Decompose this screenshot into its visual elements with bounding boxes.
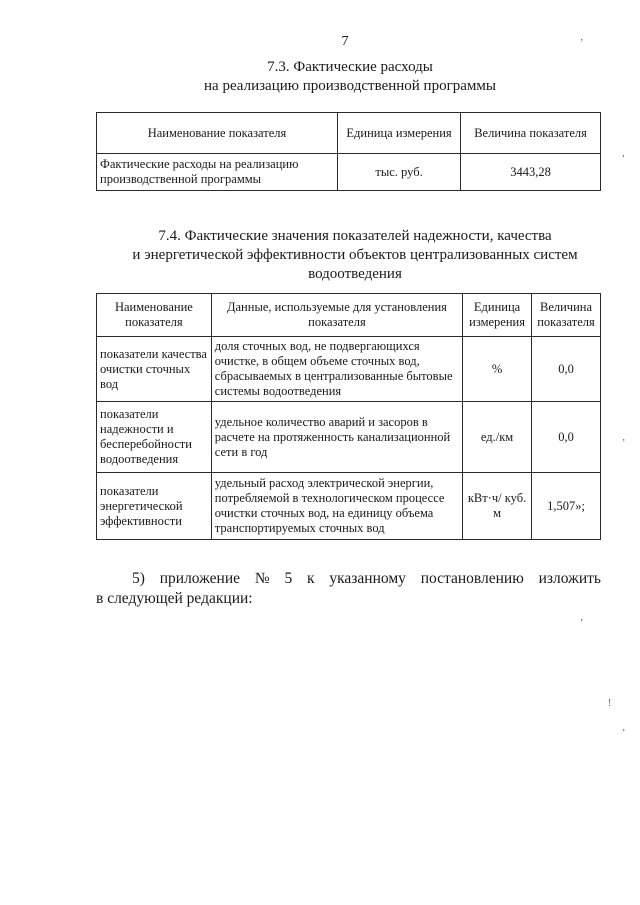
section-7-4-title-line3: водоотведения [308, 266, 402, 282]
scan-speck: ’ [580, 38, 584, 49]
paragraph-word: 5 [284, 570, 293, 587]
cell-unit: % [463, 337, 532, 402]
header-indicator-name: Наименование показателя [97, 294, 212, 337]
table-row [97, 473, 601, 540]
scan-speck: ’ [622, 728, 626, 739]
header-value: Величина показателя [461, 113, 601, 154]
reliability-indicators-table [96, 293, 601, 540]
cell-data-used: удельное количество аварий и засоров в расчете на протяженность канализационной сети в год [211, 402, 462, 473]
cell-data-used: доля сточных вод, не подвергающихся очистке, в общем объеме сточных вод, сбрасываемых в централизованные бытовые системы водоотведения [211, 337, 462, 402]
paragraph-word: постановлению [420, 570, 524, 587]
cell-indicator-name: показатели качества очистки сточных вод [97, 337, 212, 402]
section-7-3-title [60, 58, 640, 96]
section-7-4-title-line2: и энергетической эффективности объектов централизованных систем [132, 247, 578, 263]
paragraph-word: приложение [159, 570, 241, 587]
header-data-used: Данные, используемые для установления показателя [211, 294, 462, 337]
cell-unit: тыс. руб. [337, 154, 460, 191]
paragraph-word: изложить [538, 570, 601, 587]
cell-value: 1,507»; [532, 473, 601, 540]
page-number: 7 [341, 34, 349, 49]
cell-value: 0,0 [532, 402, 601, 473]
cell-unit: кВт·ч/ куб. м [463, 473, 532, 540]
paragraph-word: указанному [329, 570, 406, 587]
section-7-4-title [70, 227, 640, 284]
cell-value: 3443,28 [461, 154, 601, 191]
header-unit: Единица измерения [337, 113, 460, 154]
header-value: Величина показателя [532, 294, 601, 337]
paragraph-word: 5) [132, 570, 145, 587]
cell-indicator-name: показатели надежности и бесперебойности водоотведения [97, 402, 212, 473]
paragraph-word: к [307, 570, 315, 587]
actual-expenses-table [96, 112, 601, 191]
scan-speck: ! [608, 698, 612, 709]
table-row [97, 337, 601, 402]
table-header-row [97, 113, 601, 154]
section-7-3-title-line2: на реализацию производственной программы [204, 78, 496, 94]
cell-value: 0,0 [532, 337, 601, 402]
section-7-3-title-line1: 7.3. Фактические расходы [267, 59, 433, 75]
table-row [97, 154, 601, 191]
section-7-4-title-line1: 7.4. Фактические значения показателей надежности, качества [158, 228, 552, 244]
header-unit: Единица измерения [463, 294, 532, 337]
paragraph-word: № [254, 570, 270, 587]
paragraph-line-1 [96, 569, 601, 589]
header-indicator-name: Наименование показателя [97, 113, 338, 154]
table-row [97, 402, 601, 473]
paragraph-line-2: в следующей редакции: [96, 590, 253, 607]
table-header-row [97, 294, 601, 337]
cell-indicator-name: показатели энергетической эффективности [97, 473, 212, 540]
scan-speck: ’ [580, 618, 584, 629]
scan-speck: ’ [622, 438, 626, 449]
cell-data-used: удельный расход электрической энергии, потребляемой в технологическом процессе очистки сточных вод, на единицу объема транспортируемых сточных вод [211, 473, 462, 540]
cell-unit: ед./км [463, 402, 532, 473]
scan-speck: , [622, 148, 625, 159]
cell-indicator-name: Фактические расходы на реализацию производственной программы [97, 154, 338, 191]
body-paragraph [96, 569, 601, 609]
